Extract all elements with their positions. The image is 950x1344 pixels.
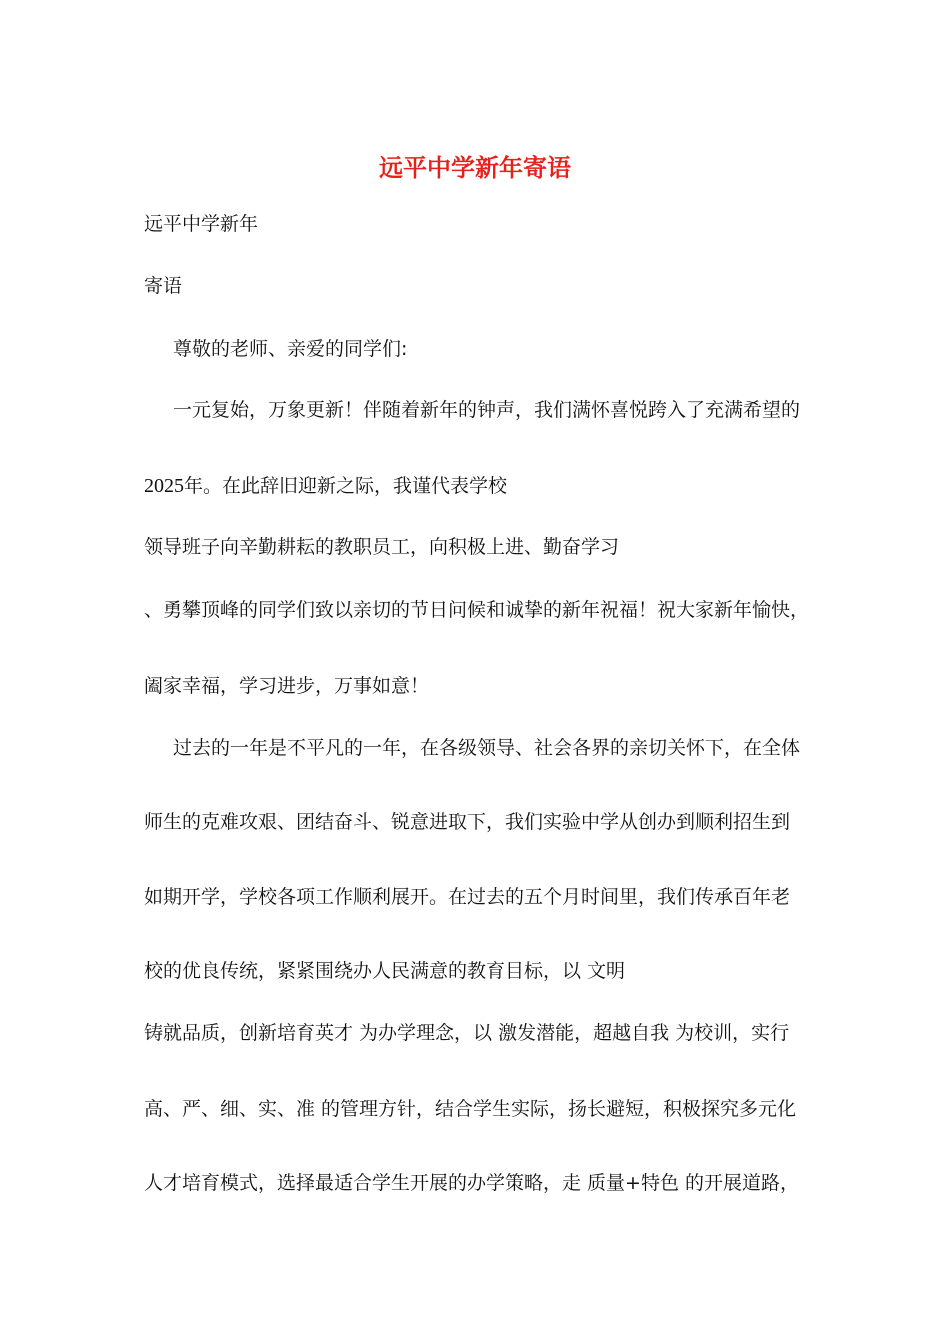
- paragraph-1-line-4: 、勇攀顶峰的同学们致以亲切的节日问候和诚挚的新年祝福！祝大家新年愉快，: [144, 599, 810, 621]
- document-title: 远平中学新年寄语: [379, 153, 571, 182]
- heading-line-1: 远平中学新年: [144, 213, 259, 235]
- year-number: 2025: [144, 475, 184, 497]
- paragraph-1-line-2: [144, 472, 507, 500]
- salutation: 尊敬的老师、亲爱的同学们:: [173, 338, 408, 360]
- paragraph-2-line-4: 校的优良传统，紧紧围绕办人民满意的教育目标，以 文明: [144, 960, 626, 982]
- paragraph-2-line-7: 人才培育模式，选择最适合学生开展的办学策略，走 质量+特色 的开展道路，: [144, 1172, 800, 1194]
- paragraph-2-line-3: 如期开学，学校各项工作顺利展开。在过去的五个月时间里，我们传承百年老: [144, 886, 791, 908]
- paragraph-2-line-6: 高、严、细、实、准 的管理方针，结合学生实际，扬长避短，积极探究多元化: [144, 1098, 797, 1120]
- paragraph-1-line-2-text: 年。在此辞旧迎新之际，我谨代表学校: [184, 475, 508, 497]
- paragraph-1-line-1: 一元复始，万象更新！伴随着新年的钟声，我们满怀喜悦跨入了充满希望的: [173, 399, 801, 421]
- paragraph-1-line-3: 领导班子向辛勤耕耘的教职员工，向积极上进、勤奋学习: [144, 536, 620, 558]
- paragraph-2-line-1: 过去的一年是不平凡的一年，在各级领导、社会各界的亲切关怀下，在全体: [173, 737, 801, 759]
- heading-line-2: 寄语: [144, 275, 183, 297]
- paragraph-1-line-5: 阖家幸福，学习进步，万事如意！: [144, 675, 430, 697]
- paragraph-2-line-5: 铸就品质，创新培育英才 为办学理念，以 激发潜能，超越自我 为校训，实行: [144, 1022, 790, 1044]
- paragraph-2-line-2: 师生的克难攻艰、团结奋斗、锐意进取下，我们实验中学从创办到顺利招生到: [144, 811, 791, 833]
